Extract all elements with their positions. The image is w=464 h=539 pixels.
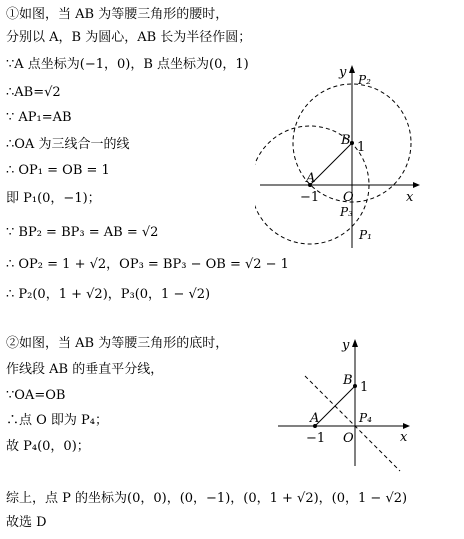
- fig1-x-arrow-icon: [413, 182, 420, 188]
- part1-line-6: ∴OA 为三线合一的线: [6, 137, 130, 152]
- part1-line-3: ∵A 点坐标为(−1，0)，B 点坐标为(0，1): [6, 57, 249, 72]
- part1-line-1: ①如图，当 AB 为等腰三角形的腰时，: [6, 7, 229, 22]
- part1-line-2: 分别以 A，B 为圆心，AB 长为半径作圆；: [6, 30, 252, 45]
- fig2-y-arrow-icon: [352, 339, 358, 347]
- fig1-label-neg1: −1: [300, 190, 320, 205]
- fig1-label-b: B: [341, 133, 351, 148]
- part1-line-4: ∴AB=√2: [6, 85, 61, 100]
- fig2-point-b: [353, 384, 357, 388]
- figure-1: [255, 58, 430, 258]
- part1-line-9: ∵ BP₂ = BP₃ = AB = √2: [6, 225, 159, 240]
- fig1-label-1: 1: [357, 140, 366, 155]
- part1-line-8: 即 P₁(0，−1)；: [6, 191, 101, 206]
- part2-line-3: ∵OA=OB: [6, 388, 66, 403]
- figure-2: [275, 333, 425, 473]
- fig2-label-1: 1: [360, 380, 369, 395]
- fig2-x-arrow-icon: [403, 423, 410, 429]
- part2-line-4: ∴点 O 即为 P₄；: [6, 413, 109, 428]
- fig1-point-b: [350, 141, 354, 145]
- part1-line-5: ∵ AP₁=AB: [6, 110, 72, 125]
- fig2-label-b: B: [343, 373, 353, 388]
- fig1-label-a: A: [306, 171, 316, 186]
- conclusion-line-1: 综上，点 P 的坐标为(0，0)，(0，−1)，(0，1 + √2)，(0，1 − √2): [6, 491, 408, 506]
- part1-line-11: ∴ P₂(0，1 + √2)，P₃(0，1 − √2): [6, 287, 211, 302]
- fig2-label-x: x: [400, 430, 408, 445]
- part2-line-2: 作线段 AB 的垂直平分线，: [6, 362, 164, 377]
- part1-line-7: ∴ OP₁ = OB = 1: [6, 163, 110, 178]
- fig1-label-x: x: [406, 190, 414, 205]
- fig2-label-neg1: −1: [306, 431, 326, 446]
- fig2-label-p4: P₄: [359, 411, 372, 425]
- part1-line-10: ∴ OP₂ = 1 + √2，OP₃ = BP₃ − OB = √2 − 1: [6, 257, 289, 272]
- part2-line-1: ②如图，当 AB 为等腰三角形的底时，: [6, 336, 229, 351]
- fig1-label-p1: P₁: [359, 228, 372, 242]
- fig2-label-a: A: [310, 411, 320, 426]
- part2-line-5: 故 P₄(0，0)；: [6, 439, 90, 454]
- fig1-label-p3: P₃: [340, 205, 353, 219]
- fig2-label-o: O: [343, 431, 354, 446]
- conclusion-line-2: 故选 D: [6, 515, 47, 530]
- fig1-label-o: O: [343, 190, 354, 205]
- fig1-label-p2: P₂: [358, 73, 371, 87]
- fig1-y-arrow-icon: [349, 65, 355, 73]
- fig2-label-y: y: [342, 338, 350, 353]
- fig1-label-y: y: [339, 65, 347, 80]
- fig1-segment-ab: [310, 143, 352, 185]
